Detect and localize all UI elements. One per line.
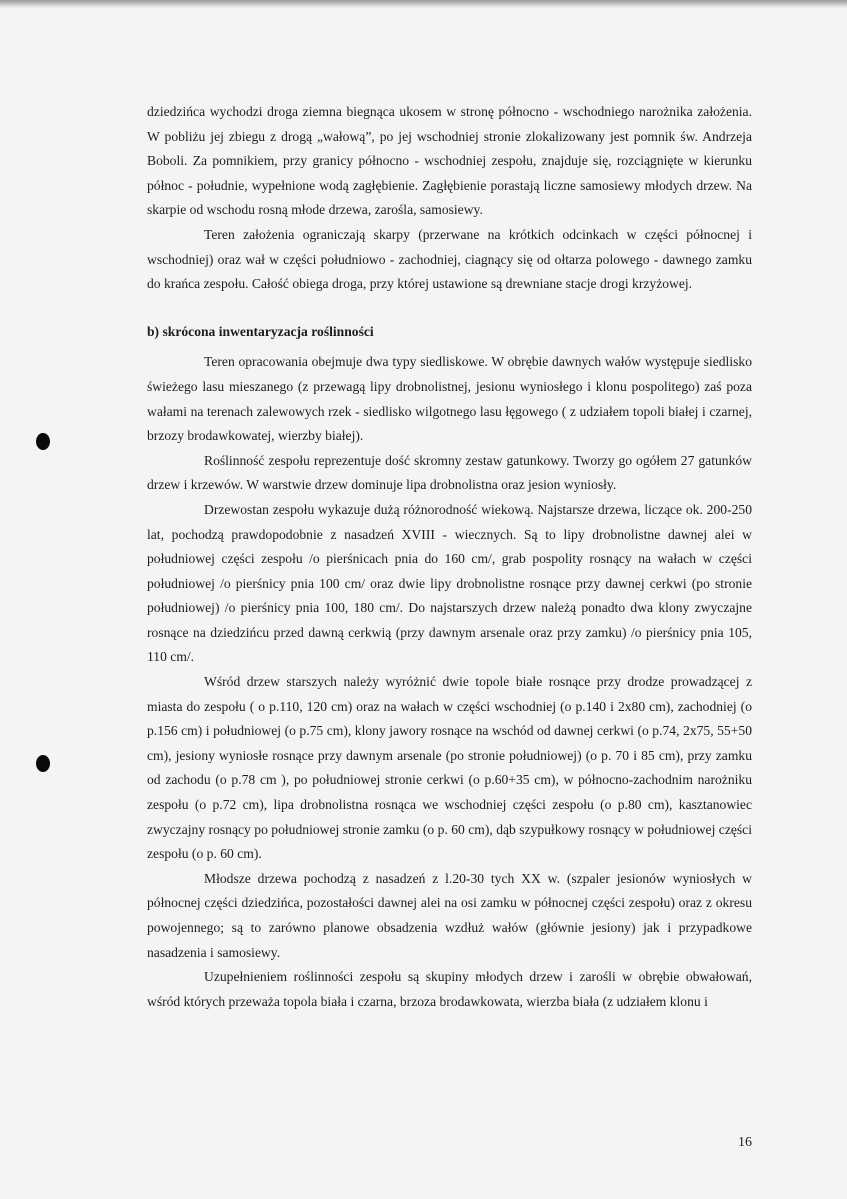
page-body — [147, 100, 752, 1014]
scan-top-edge — [0, 0, 847, 8]
paragraph-older-trees: Wśród drzew starszych należy wyróżnić dwie topole białe rosnące przy drodze prowadzącej z miasta do zespołu ( o p.110, 120 cm) oraz na wałach w części wschodniej (o p.140 i 2x80 cm), zachodniej (o p.156 cm) i południowej (o p.75 cm), klony jawory rosnące na wschód od dawnej cerkwi (o p.74, 2x75, 55+50 cm), jesiony wyniosłe rosnące przy dawnym arsenale (po stronie południowej) (o p. 70 i 85 cm), przy zamku od zachodu (o p.78 cm ), po południowej stronie cerkwi (o p.60+35 cm), w północno-zachodnim narożniku zespołu (o p.72 cm), lipa drobnolistna rosnąca we wschodniej części zespołu (o p.80 cm), kasztanowiec zwyczajny rosnący po południowej stronie zamku (o p. 60 cm), dąb szypułkowy rosnący w południowej części zespołu (o p. 60 cm). — [147, 674, 752, 862]
section-heading: b) skrócona inwentaryzacja roślinności — [147, 323, 374, 339]
paragraph-supplement: Uzupełnieniem roślinności zespołu są skupiny młodych drzew i zarośli w obrębie obwałowań, wśród których przeważa topola biała i czarna, brzoza brodawkowata, wierzba biała (z udziałem klonu i — [147, 969, 752, 1009]
paragraph-species-set: Roślinność zespołu reprezentuje dość skromny zestaw gatunkowy. Tworzy go ogółem 27 gatunków drzew i krzewów. W warstwie drzew dominuje lipa drobnolistna oraz jesion wyniosły. — [147, 452, 752, 493]
punch-hole-lower — [36, 755, 50, 772]
page-number: 16 — [738, 1135, 752, 1150]
paragraph-tree-age: Drzewostan zespołu wykazuje dużą różnorodność wiekową. Najstarsze drzewa, liczące ok. 200-250 lat, pochodzą prawdopodobnie z nasadzeń XVIII - wiecznych. Są to lipy drobnolistne dawnej alei w południowej części zespołu /o pierśnicach pnia do 160 cm/, grab pospolity rosnący na wałach w części południowej /o pierśnicy pnia 100 cm/ oraz dwie lipy drobnolistne rosnące przy dawnej cerkwi (po stronie południowej) /o pierśnicy pnia 100, 180 cm/. Do najstarszych drzew należą ponadto dwa klony zwyczajne rosnące na dziedzińcu przed dawną cerkwią (przy dawnym arsenale oraz przy zamku) /o pierśnicy pnia 105, 110 cm/. — [147, 501, 752, 665]
paragraph-boundaries: Teren założenia ograniczają skarpy (przerwane na krótkich odcinkach w części północnej i wschodniej) oraz wał w części południowo - zachodniej, ciagnący się od ołtarza polowego - dawnego zamku do krańca zespołu. Całość obiega droga, przy której ustawione są drewniane stacje drogi krzyżowej. — [147, 226, 752, 292]
paragraph-courtyard-road: dziedzińca wychodzi droga ziemna biegnąca ukosem w stronę północno - wschodniego narożnika założenia. W pobliżu jej zbiegu z drogą „wałową”, po jej wschodniej stronie zlokalizowany jest pomnik św. Andrzeja Boboli. Za pomnikiem, przy granicy północno - wschodniej zespołu, znajduje się, rozciągnięte w kierunku północ - południe, wypełnione wodą zagłębienie. Zagłębienie porastają liczne samosiewy młodych drzew. Na skarpie od wschodu rosną młode drzewa, zarośla, samosiewy. — [147, 104, 752, 218]
punch-hole-upper — [36, 433, 50, 450]
paragraph-younger-trees: Młodsze drzewa pochodzą z nasadzeń z l.20-30 tych XX w. (szpaler jesionów wyniosłych w północnej części dziedzińca, pozostałości dawnej alei na osi zamku w północnej części zespołu) oraz z okresu powojennego; są to zarówno planowe obsadzenia wzdłuż wałów (głównie jesiony) jak i przypadkowe nasadzenia i samosiewy. — [147, 870, 752, 960]
paragraph-habitat-types: Teren opracowania obejmuje dwa typy siedliskowe. W obrębie dawnych wałów występuje siedlisko świeżego lasu mieszanego (z przewagą lipy drobnolistnej, jesionu wyniosłego i klonu pospolitego) zaś poza wałami na terenach zalewowych rzek - siedlisko wilgotnego lasu łęgowego ( z udziałem topoli białej i czarnej, brzozy brodawkowatej, wierzby białej). — [147, 354, 752, 444]
